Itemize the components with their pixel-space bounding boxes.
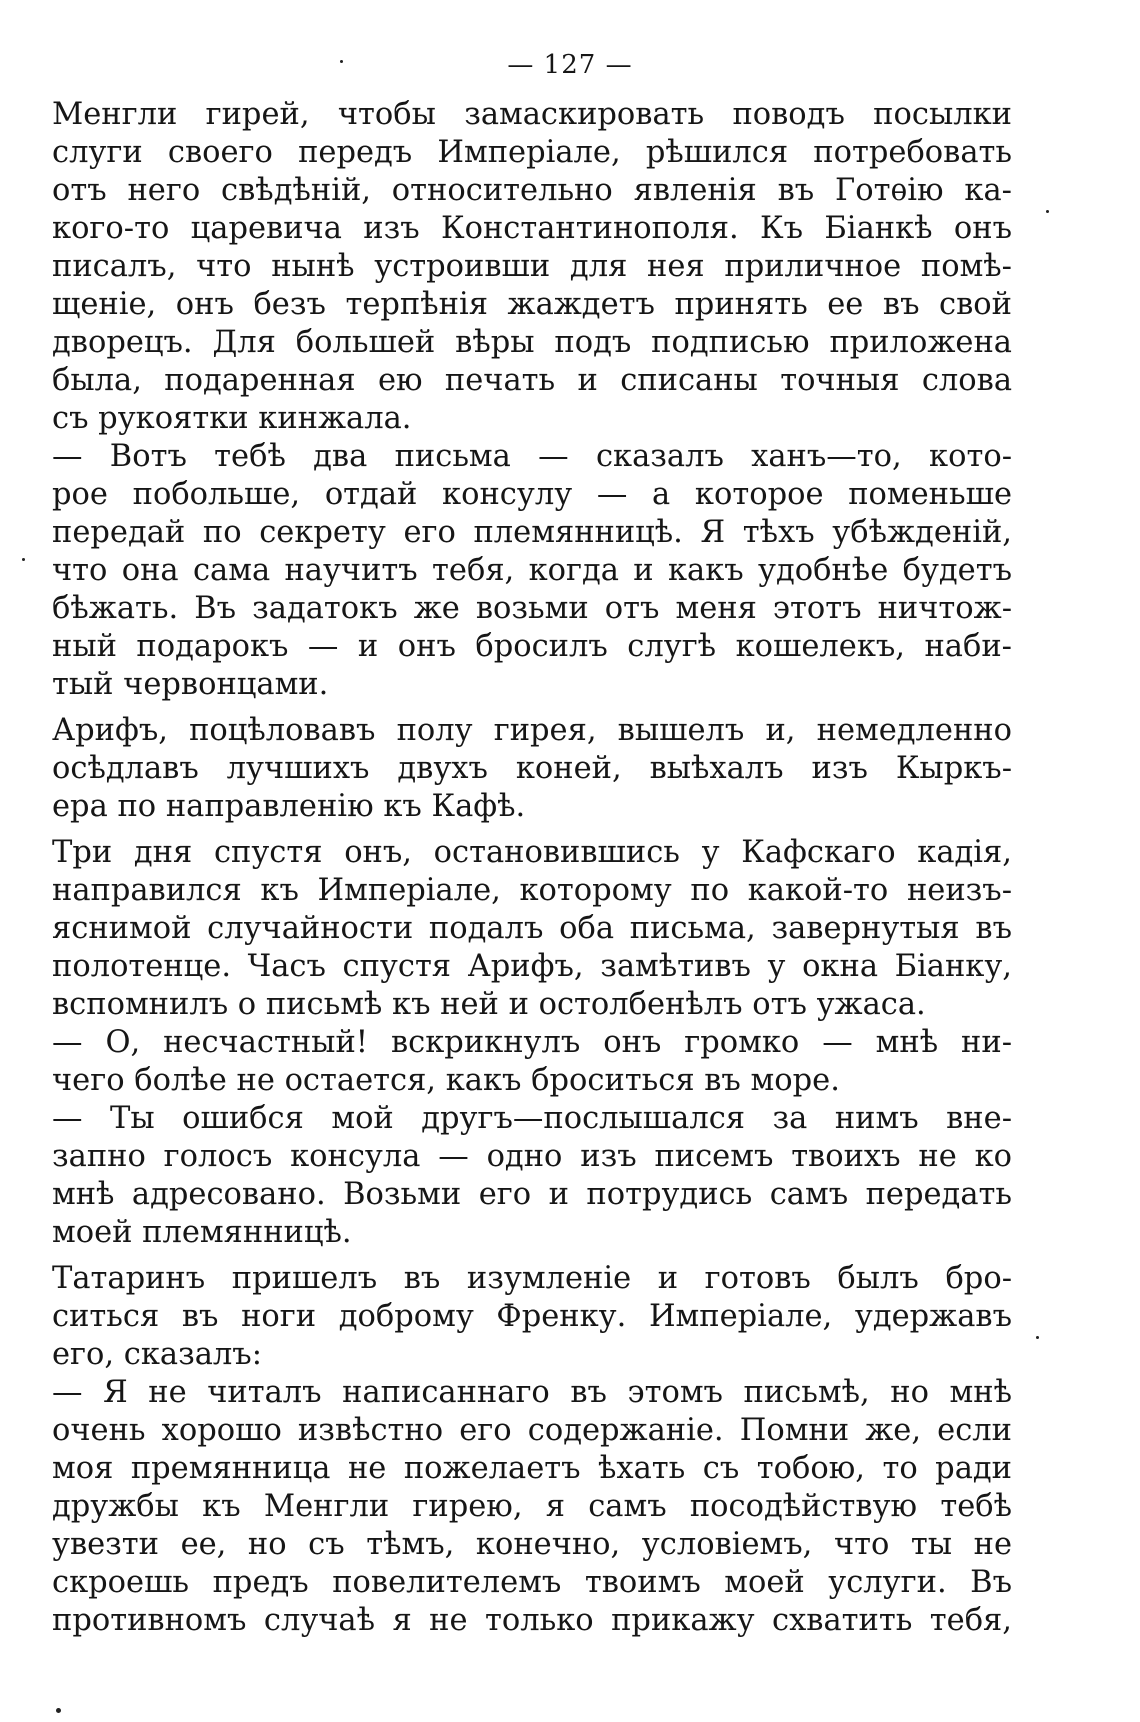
text-line: ный подарокъ — и онъ бросилъ слугѣ кошелекъ, наби- [52, 629, 1012, 664]
text-line: очень хорошо извѣстно его содержанiе. Помни же, если [52, 1413, 1012, 1448]
text-line: слуги своего передъ Имперiале, рѣшился потребовать [52, 135, 1012, 170]
text-line: что она сама научитъ тебя, когда и какъ удобнѣе будетъ [52, 553, 1012, 588]
text-line: Менгли гирей, чтобы замаскировать поводъ посылки [52, 97, 1012, 132]
paragraph-gap [52, 704, 1012, 712]
text-line: отъ него свѣдѣнiй, относительно явленiя въ Готѳiю ка- [52, 173, 1012, 208]
text-line: щенiе, онъ безъ терпѣнiя жаждетъ принять ее въ свой [52, 287, 1012, 322]
text-line: противномъ случаѣ я не только прикажу схватить тебя, [52, 1603, 1012, 1638]
text-line: осѣдлавъ лучшихъ двухъ коней, выѣхалъ изъ Кыркъ- [52, 751, 1012, 786]
text-line: — О, несчастный! вскрикнулъ онъ громко — мнѣ ни- [52, 1025, 1012, 1060]
print-speck [22, 558, 25, 561]
text-line: ситься въ ноги доброму Френку. Имперiале, удержавъ [52, 1299, 1012, 1334]
text-line: скроешь предъ повелителемъ твоимъ моей услуги. Въ [52, 1565, 1012, 1600]
paragraph [52, 834, 1012, 1024]
page-number: — 127 — [507, 50, 633, 80]
paragraph [52, 1374, 1012, 1640]
paragraph [52, 1100, 1012, 1252]
page-text [52, 96, 1012, 1640]
text-line: чего болѣе не остается, какъ броситься въ море. [52, 1063, 840, 1098]
text-line: дворецъ. Для большей вѣры подъ подписью приложена [52, 325, 1012, 360]
text-line: — Вотъ тебѣ два письма — сказалъ ханъ—то, кото- [52, 439, 1012, 474]
text-line: Арифъ, поцѣловавъ полу гирея, вышелъ и, немедленно [52, 713, 1012, 748]
text-line: запно голосъ консула — одно изъ писемъ твоихъ не ко [52, 1139, 1012, 1174]
paragraph-gap [52, 826, 1012, 834]
print-speck [1036, 1336, 1039, 1339]
text-line: яснимой случайности подалъ оба письма, завернутыя въ [52, 911, 1012, 946]
text-line: бѣжать. Въ задатокъ же возьми отъ меня этотъ ничтож- [52, 591, 1012, 626]
paragraph-gap [52, 1252, 1012, 1260]
text-line: его, сказалъ: [52, 1337, 262, 1372]
text-line: писалъ, что нынѣ устроивши для нея приличное помѣ- [52, 249, 1012, 284]
paragraph [52, 1024, 1012, 1100]
text-line: съ рукоятки кинжала. [52, 401, 412, 436]
text-line: кого-то царевича изъ Константинополя. Къ Бiанкѣ онъ [52, 211, 1012, 246]
print-speck [340, 60, 343, 63]
print-speck [1046, 210, 1049, 213]
paragraph [52, 96, 1012, 438]
text-line: вспомнилъ о письмѣ къ ней и остолбенѣлъ отъ ужаса. [52, 987, 926, 1022]
paragraph [52, 438, 1012, 704]
text-line: передай по секрету его племянницѣ. Я тѣхъ убѣжденiй, [52, 515, 1012, 550]
text-line: — Ты ошибся мой другъ—послышался за нимъ вне- [52, 1101, 1012, 1136]
text-line: ера по направленiю къ Кафѣ. [52, 789, 526, 824]
text-line: дружбы къ Менгли гирею, я самъ посодѣйствую тебѣ [52, 1489, 1012, 1524]
paragraph [52, 1260, 1012, 1374]
text-line: увезти ее, но съ тѣмъ, конечно, условiемъ, что ты не [52, 1527, 1012, 1562]
text-line: Три дня спустя онъ, остановившись у Кафскаго кадiя, [52, 835, 1012, 870]
text-line: — Я не читалъ написаннаго въ этомъ письмѣ, но мнѣ [52, 1375, 1012, 1410]
text-line: была, подаренная ею печать и списаны точныя слова [52, 363, 1012, 398]
paragraph [52, 712, 1012, 826]
print-speck [56, 1708, 61, 1713]
text-line: моя премянница не пожелаетъ ѣхать съ тобою, то ради [52, 1451, 1012, 1486]
text-line: полотенце. Часъ спустя Арифъ, замѣтивъ у окна Бiанку, [52, 949, 1012, 984]
text-line: тый червонцами. [52, 667, 329, 702]
text-line: рое побольше, отдай консулу — а которое поменьше [52, 477, 1012, 512]
text-line: мнѣ адресовано. Возьми его и потрудись самъ передать [52, 1177, 1012, 1212]
text-line: направился къ Имперiале, которому по какой-то неизъ- [52, 873, 1012, 908]
text-line: Татаринъ пришелъ въ изумленiе и готовъ былъ бро- [52, 1261, 1012, 1296]
text-line: моей племянницѣ. [52, 1215, 352, 1250]
